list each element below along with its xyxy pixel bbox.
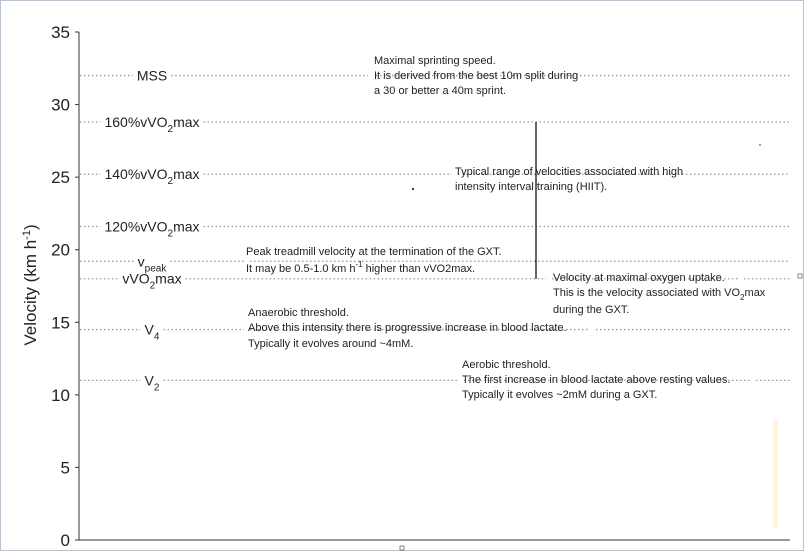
annotation-vpeak-line-1: Peak treadmill velocity at the termination of the GXT. [246, 246, 502, 258]
annotation-v2-line-3: Typically it evolves ~2mM during a GXT. [462, 389, 658, 401]
y-axis-label: Velocity (km $h^{-1}$) [21, 224, 40, 346]
y-tick-label: 20 [51, 240, 70, 260]
annotation-vvo2max-line-2: This is the velocity associated with $VO_2\max$ [553, 287, 766, 302]
annotation-vvo2max-line-1: Velocity at maximal oxygen uptake. [553, 272, 725, 284]
highlight-strip [773, 420, 778, 528]
y-tick-label: 25 [51, 168, 70, 188]
annotation-hiit-line-2: intensity interval training (HIIT). [455, 181, 608, 193]
level-v160 [80, 114, 790, 135]
annotation-v2-line-2: The first increase in blood lactate above resting values. [462, 374, 731, 386]
level-label-v160: 160%vVO$_2$max [104, 113, 200, 135]
annotation-hiit-line-1: Typical range of velocities associated with high [455, 166, 684, 178]
annotation-hiit [455, 166, 683, 193]
level-label-mss: MSS [136, 67, 168, 84]
y-tick-label: 30 [51, 95, 70, 115]
y-tick-label: 35 [51, 23, 70, 42]
annotation-v4-line-1: Anaerobic threshold. [248, 307, 349, 319]
annotation-vvo2max [553, 272, 766, 316]
level-label-v120: 120%vVO$_2$max [104, 218, 200, 240]
annotation-v4 [248, 307, 567, 350]
annotation-v4-line-2: Above this intensity there is progressive increase in blood lactate. [248, 322, 567, 334]
annotation-v2-line-1: Aerobic threshold. [462, 359, 551, 371]
y-tick-label: 5 [60, 458, 70, 478]
annotation-vpeak-line-2: It may be 0.5-1.0 km $h^{-1}$ higher than vVO2max. [246, 260, 476, 275]
level-v120 [80, 218, 790, 239]
y-tick-label: 0 [60, 531, 70, 550]
level-label-vvo2max: vVO$_2$max [122, 270, 182, 292]
stray-dot [412, 188, 414, 190]
level-label-v2: $V_2$ [144, 372, 160, 394]
reference-lines [80, 68, 790, 394]
stray-dot-right [759, 144, 761, 146]
annotation-mss-line-3: a 30 or better a 40m sprint. [374, 85, 507, 97]
annotation-v2 [462, 359, 730, 401]
resize-handle-bottom[interactable] [400, 546, 404, 550]
level-label-v4: $V_4$ [144, 321, 160, 343]
y-ticks [51, 23, 79, 550]
annotation-vpeak [246, 246, 502, 275]
annotation-mss-line-1: Maximal sprinting speed. [374, 55, 496, 67]
y-tick-label: 10 [51, 385, 70, 405]
level-label-v140: 140%vVO$_2$max [104, 166, 200, 188]
annotation-vvo2max-line-3: during the GXT. [553, 304, 630, 316]
level-label-vpeak: $v_{peak}$ [137, 253, 167, 275]
level-v140 [80, 166, 790, 187]
resize-handle-right[interactable] [798, 274, 802, 278]
y-tick-label: 15 [51, 313, 70, 333]
annotation-mss-line-2: It is derived from the best 10m split during [374, 70, 579, 82]
annotation-mss [374, 55, 578, 97]
annotation-v4-line-3: Typically it evolves around ~4mM. [248, 338, 414, 350]
